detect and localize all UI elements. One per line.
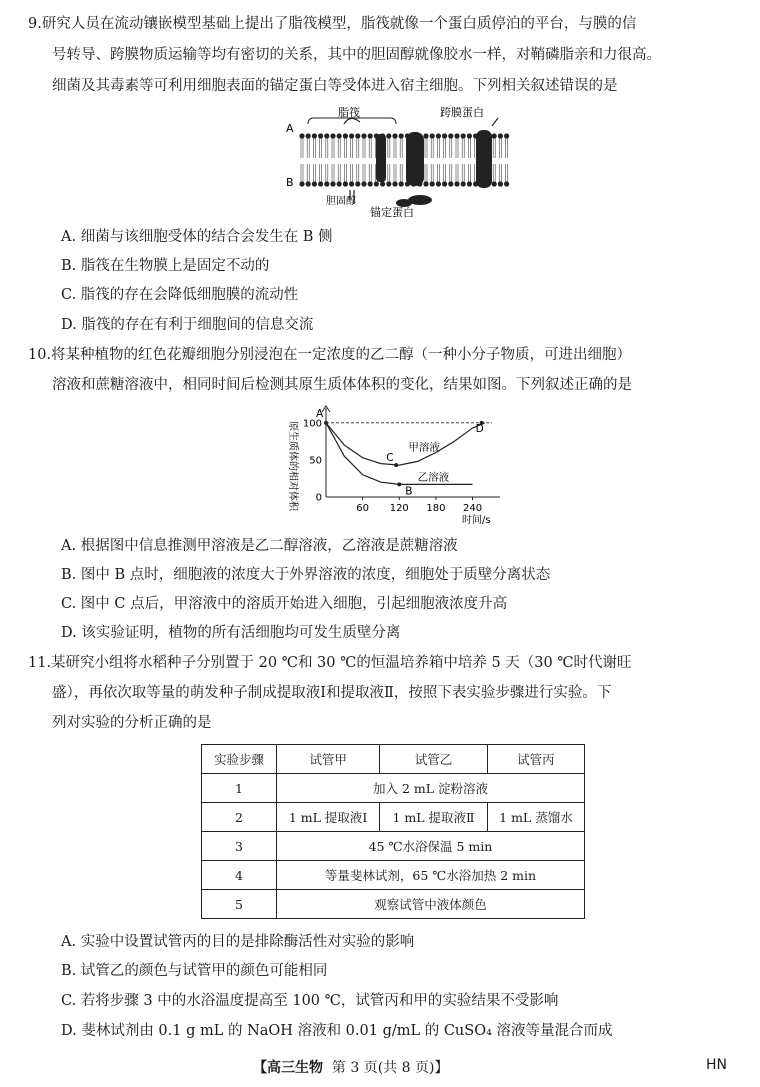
phospholipid-head [454,133,459,138]
phospholipid-head [343,181,348,186]
phospholipid-head [337,133,342,138]
q10-option-d[interactable]: D. 该实验证明，植物的所有活细胞均可发生质壁分离 [61,625,401,641]
q10-option-c[interactable]: C. 图中 C 点后，甲溶液中的溶质开始进入细胞，引起细胞液浓度升高 [61,596,508,612]
x-tick-label: 180 [426,503,446,514]
phospholipid-head [448,181,453,186]
experiment-steps-table [201,744,585,919]
phospholipid-head [461,181,466,186]
q9-stem-line-3: 细菌及其毒素等可利用细胞表面的锚定蛋白等受体进入宿主细胞。下列相关叙述错误的是 [52,78,618,94]
footer-page-info: 第 3 页(共 8 页)】 [331,1060,449,1076]
phospholipid-head [330,133,335,138]
x-tick-label: 240 [462,503,483,514]
phospholipid-head [299,181,304,186]
step-number: 4 [202,861,277,890]
phospholipid-head [349,133,354,138]
chart-point [324,421,328,425]
phospholipid-head [380,181,385,186]
q11-option-b[interactable]: B. 试管乙的颜色与试管甲的颜色可能相同 [61,963,328,979]
step-number: 2 [202,803,277,832]
table-header-cell: 试管乙 [380,745,488,774]
phospholipid-head [318,181,323,186]
table-header-row [202,745,585,774]
phospholipid-head [374,181,379,186]
q11-stem-line-1: 11.某研究小组将水稻种子分别置于 20 ℃和 30 ℃的恒温培养箱中培养 5 天（30 ℃时代谢旺 [28,655,632,671]
phospholipid-head [368,133,373,138]
table-row [202,861,585,890]
merged-cell: 等量斐林试剂，65 ℃水浴加热 2 min [277,861,585,890]
chart-xlabel: 时间/s [462,515,491,526]
phospholipid-head [349,181,354,186]
phospholipid-head [461,133,466,138]
phospholipid-head [498,133,503,138]
q11-option-a[interactable]: A. 实验中设置试管丙的目的是排除酶活性对实验的影响 [61,934,415,950]
y-tick-label: 50 [309,455,322,467]
q11-stem-line-3: 列对实验的分析正确的是 [52,715,212,731]
table-cell: 1 mL 提取液Ⅰ [277,803,380,832]
series-label: 甲溶液 [408,441,440,454]
phospholipid-head [436,133,441,138]
phospholipid-head [436,181,441,186]
phospholipid-head [504,181,509,186]
q9-option-a[interactable]: A. 细菌与该细胞受体的结合会发生在 B 侧 [61,229,333,245]
q10-stem-line-1: 10.将某种植物的红色花瓣细胞分别浸泡在一定浓度的乙二醇（一种小分子物质，可进出细胞） [28,347,632,363]
phospholipid-head [324,181,329,186]
point-label: C [386,452,394,465]
axis-ticks [303,418,482,514]
phospholipid-head [430,181,435,186]
q11-option-d[interactable]: D. 斐林试剂由 0.1 g mL 的 NaOH 溶液和 0.01 g/mL 的 CuSO₄ 溶液等量混合而成 [61,1023,613,1039]
table-cell: 1 mL 蒸馏水 [487,803,584,832]
phospholipid-head [399,181,404,186]
table-row [202,832,585,861]
phospholipid-head [312,181,317,186]
merged-cell: 观察试管中液体颜色 [277,890,585,919]
footer-code: HN [706,1057,727,1073]
x-tick-label: 60 [356,503,369,514]
phospholipid-head [448,133,453,138]
phospholipid-head [430,133,435,138]
phospholipid-head [312,133,317,138]
table-header-cell: 试管丙 [487,745,584,774]
phospholipid-head [454,181,459,186]
phospholipid-head [467,181,472,186]
phospholipid-head [392,181,397,186]
y-tick-label: 0 [315,492,322,504]
phospholipid-head [355,133,360,138]
chart-ylabel: 原生质体的相对体积 [287,421,298,511]
step-number: 3 [202,832,277,861]
phospholipid-head [492,133,497,138]
chart-point [397,482,401,486]
y-tick-label: 100 [302,418,322,430]
series-line [326,423,485,465]
cholesterol-label: 胆固醇 [326,196,356,207]
step-number: 5 [202,890,277,919]
chart-point [394,463,398,467]
point-label: D [475,422,484,435]
table-header-cell: 试管甲 [277,745,380,774]
q10-option-a[interactable]: A. 根据图中信息推测甲溶液是乙二醇溶液，乙溶液是蔗糖溶液 [61,538,458,554]
phospholipid-head [492,181,497,186]
phospholipid-head [423,181,428,186]
q9-option-c[interactable]: C. 脂筏的存在会降低细胞膜的流动性 [61,287,299,303]
side-b-label: B [286,176,294,189]
merged-cell: 加入 2 mL 淀粉溶液 [277,774,585,803]
phospholipid-head [467,133,472,138]
phospholipid-head [392,133,397,138]
phospholipid-head [498,181,503,186]
q11-stem-line-2: 盛），再依次取等量的萌发种子制成提取液Ⅰ和提取液Ⅱ，按照下表实验步骤进行实验。下 [52,685,612,701]
point-label: A [316,407,324,420]
merged-cell: 45 ℃水浴保温 5 min [277,832,585,861]
phospholipid-head [361,181,366,186]
table-row [202,803,585,832]
phospholipid-head [299,133,304,138]
x-tick-label: 120 [389,503,409,514]
footer-subject: 【高三生物 [253,1060,323,1076]
table-row [202,774,585,803]
phospholipid-head [355,181,360,186]
phospholipid-head [423,133,428,138]
anchor-protein-label: 锚定蛋白 [370,206,414,219]
protoplast-volume-chart [278,402,508,526]
phospholipid-head [504,133,509,138]
footer-title [253,1057,448,1077]
table-header-cell: 实验步骤 [202,745,277,774]
phospholipid-head [399,133,404,138]
phospholipid-head [442,133,447,138]
side-a-label: A [286,122,294,135]
lipid-raft-membrane-figure [280,104,520,220]
raft-label: 脂筏 [338,106,360,119]
phospholipid-head [306,133,311,138]
phospholipid-head [386,133,391,138]
phospholipid-head [361,133,366,138]
transmembrane-protein-label: 跨膜蛋白 [440,106,484,119]
q10-option-b[interactable]: B. 图中 B 点时，细胞液的浓度大于外界溶液的浓度，细胞处于质壁分离状态 [61,567,551,583]
phospholipid-head [343,133,348,138]
series-line [326,423,473,485]
table-cell: 1 mL 提取液Ⅱ [380,803,488,832]
q9-option-d[interactable]: D. 脂筏的存在有利于细胞间的信息交流 [61,317,314,333]
phospholipid-head [324,133,329,138]
phospholipid-head [318,133,323,138]
phospholipid-head [386,181,391,186]
q11-option-c[interactable]: C. 若将步骤 3 中的水浴温度提高至 100 ℃，试管丙和甲的实验结果不受影响 [61,993,559,1009]
phospholipid-head [306,181,311,186]
series-label: 乙溶液 [417,471,450,484]
phospholipid-head [368,181,373,186]
table-row [202,890,585,919]
phospholipid-head [330,181,335,186]
phospholipid-head [337,181,342,186]
q9-stem-line-2: 号转导、跨膜物质运输等均有密切的关系，其中的胆固醇就像胶水一样，对鞘磷脂亲和力很高。 [52,47,661,63]
phospholipid-head [442,181,447,186]
q9-option-b[interactable]: B. 脂筏在生物膜上是固定不动的 [61,258,270,274]
point-label: B [405,485,413,498]
q9-stem-line-1: 9.研究人员在流动镶嵌模型基础上提出了脂筏模型，脂筏就像一个蛋白质停泊的平台，与膜的信 [28,16,637,32]
step-number: 1 [202,774,277,803]
q10-stem-line-2: 溶液和蔗糖溶液中，相同时间后检测其原生质体体积的变化，结果如图。下列叙述正确的是 [52,377,632,393]
chart-series [326,423,485,485]
